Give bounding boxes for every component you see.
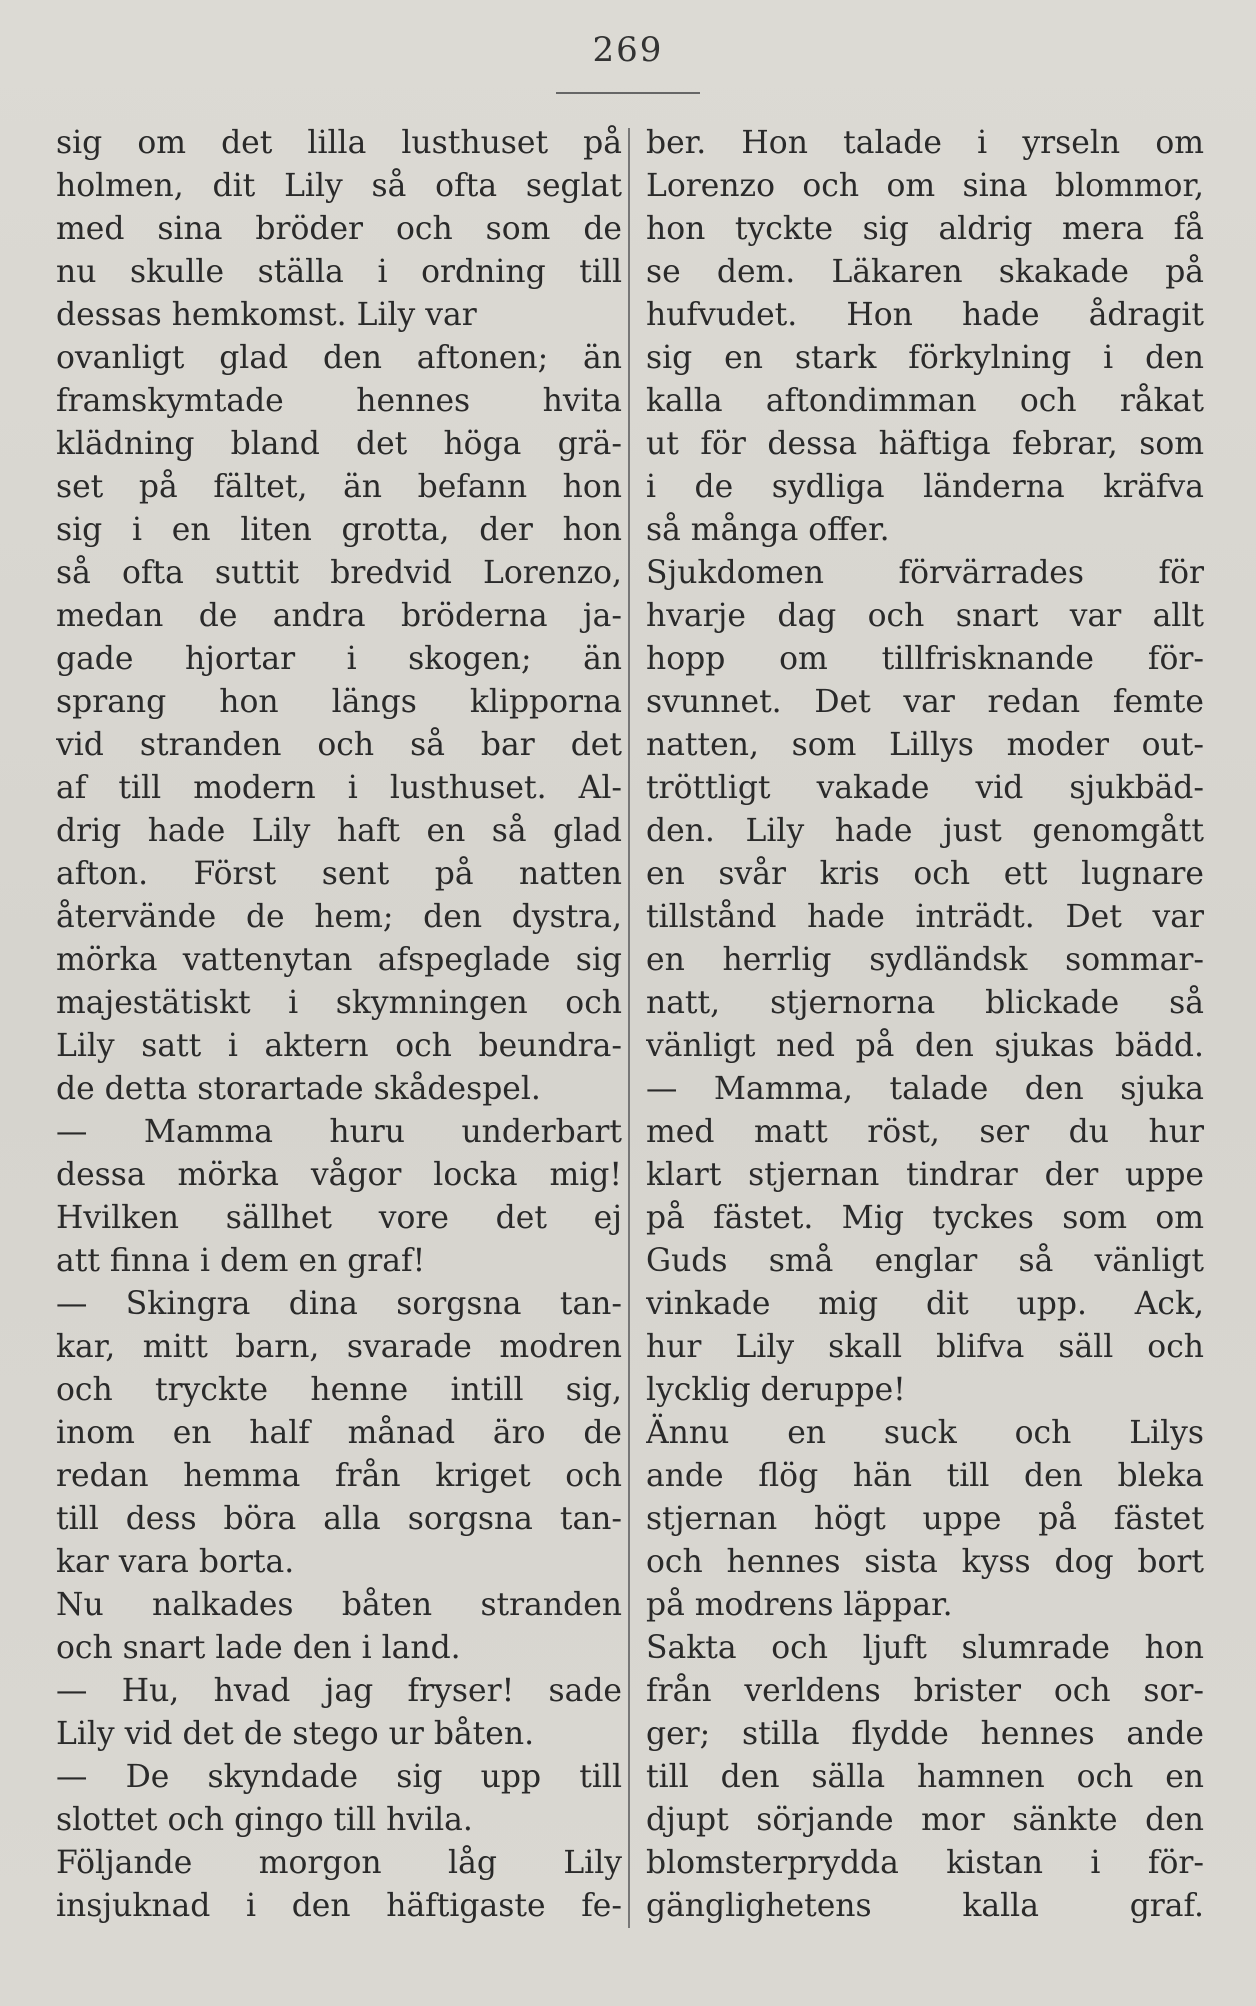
text-line: se dem. Läkaren skakade på: [646, 254, 1204, 290]
text-line: — Skingra dina sorgsna tan-: [56, 1286, 622, 1322]
column-divider: [628, 128, 630, 1928]
text-line: Sjukdomen förvärrades för: [646, 555, 1204, 591]
text-line: vänligt ned på den sjukas bädd.: [646, 1028, 1204, 1064]
page-number: 269: [592, 30, 664, 70]
text-line: hvarje dag och snart var allt: [646, 598, 1204, 634]
text-line: set på fältet, än befann hon: [56, 469, 622, 505]
text-line: till dess böra alla sorgsna tan-: [56, 1501, 622, 1537]
text-line: en svår kris och ett lugnare: [646, 856, 1204, 892]
text-line: — De skyndade sig upp till: [56, 1759, 622, 1795]
text-line: nu skulle ställa i ordning till: [56, 254, 622, 290]
text-line: inom en half månad äro de: [56, 1415, 622, 1451]
text-line: ger; stilla flydde hennes ande: [646, 1716, 1204, 1752]
text-line: dessas hemkomst. Lily var: [56, 297, 477, 333]
text-line: så ofta suttit bredvid Lorenzo,: [56, 555, 622, 591]
text-line: den. Lily hade just genomgått: [646, 813, 1204, 849]
text-line: tröttligt vakade vid sjukbäd-: [646, 770, 1204, 806]
text-line: de detta storartade skådespel.: [56, 1071, 541, 1107]
text-line: svunnet. Det var redan femte: [646, 684, 1204, 720]
text-line: Lily vid det de stego ur båten.: [56, 1716, 535, 1752]
text-line: mörka vattenytan afspeglade sig: [56, 942, 622, 978]
text-line: sig om det lilla lusthuset på: [56, 125, 622, 161]
text-line: en herrlig sydländsk sommar-: [646, 942, 1204, 978]
text-line: med sina bröder och som de: [56, 211, 622, 247]
text-line: och hennes sista kyss dog bort: [646, 1544, 1204, 1580]
text-line: sprang hon längs klipporna: [56, 684, 622, 720]
text-line: gänglighetens kalla graf.: [646, 1888, 1204, 1924]
text-line: tillstånd hade inträdt. Det var: [646, 899, 1204, 935]
text-line: sig en stark förkylning i den: [646, 340, 1204, 376]
text-line: hon tyckte sig aldrig mera få: [646, 211, 1204, 247]
left-text-column: [56, 122, 622, 1928]
text-line: afton. Först sent på natten: [56, 856, 622, 892]
text-line: hur Lily skall blifva säll och: [646, 1329, 1204, 1365]
text-line: natten, som Lillys moder out-: [646, 727, 1204, 763]
text-line: natt, stjernorna blickade så: [646, 985, 1204, 1021]
text-line: Lily satt i aktern och beundra-: [56, 1028, 622, 1064]
text-line: slottet och gingo till hvila.: [56, 1802, 473, 1838]
text-line: kar vara borta.: [56, 1544, 295, 1580]
text-line: medan de andra bröderna ja-: [56, 598, 622, 634]
text-line: Lorenzo och om sina blommor,: [646, 168, 1204, 204]
text-line: och snart lade den i land.: [56, 1630, 461, 1666]
text-line: så många offer.: [646, 512, 890, 548]
text-line: att finna i dem en graf!: [56, 1243, 426, 1279]
text-line: hufvudet. Hon hade ådragit: [646, 297, 1204, 333]
text-line: kalla aftondimman och råkat: [646, 383, 1204, 419]
text-line: i de sydliga länderna kräfva: [646, 469, 1204, 505]
text-line: drig hade Lily haft en så glad: [56, 813, 622, 849]
text-line: Nu nalkades båten stranden: [56, 1587, 622, 1623]
text-line: klädning bland det höga grä-: [56, 426, 622, 462]
text-line: stjernan högt uppe på fästet: [646, 1501, 1204, 1537]
text-line: sig i en liten grotta, der hon: [56, 512, 622, 548]
text-line: redan hemma från kriget och: [56, 1458, 622, 1494]
text-line: insjuknad i den häftigaste fe-: [56, 1888, 622, 1924]
text-line: majestätiskt i skymningen och: [56, 985, 622, 1021]
text-line: ber. Hon talade i yrseln om: [646, 125, 1204, 161]
text-line: hopp om tillfrisknande för-: [646, 641, 1204, 677]
text-line: lycklig deruppe!: [646, 1372, 906, 1408]
text-line: ut för dessa häftiga febrar, som: [646, 426, 1204, 462]
text-line: djupt sörjande mor sänkte den: [646, 1802, 1204, 1838]
text-line: Hvilken sällhet vore det ej: [56, 1200, 622, 1236]
text-line: dessa mörka vågor locka mig!: [56, 1157, 622, 1193]
text-line: holmen, dit Lily så ofta seglat: [56, 168, 622, 204]
text-line: — Mamma, talade den sjuka: [646, 1071, 1204, 1107]
text-line: Följande morgon låg Lily: [56, 1845, 622, 1881]
text-line: Sakta och ljuft slumrade hon: [646, 1630, 1204, 1666]
text-line: framskymtade hennes hvita: [56, 383, 622, 419]
text-line: klart stjernan tindrar der uppe: [646, 1157, 1204, 1193]
text-line: återvände de hem; den dystra,: [56, 899, 622, 935]
text-line: ovanligt glad den aftonen; än: [56, 340, 622, 376]
text-line: gade hjortar i skogen; än: [56, 641, 622, 677]
text-line: Guds små englar så vänligt: [646, 1243, 1204, 1279]
text-line: blomsterprydda kistan i för-: [646, 1845, 1204, 1881]
text-line: — Hu, hvad jag fryser! sade: [56, 1673, 622, 1709]
text-line: vinkade mig dit upp. Ack,: [646, 1286, 1204, 1322]
text-line: ande flög hän till den bleka: [646, 1458, 1204, 1494]
header-rule: [556, 92, 700, 94]
text-line: från verldens brister och sor-: [646, 1673, 1204, 1709]
text-line: på modrens läppar.: [646, 1587, 953, 1623]
text-line: vid stranden och så bar det: [56, 727, 622, 763]
text-line: med matt röst, ser du hur: [646, 1114, 1204, 1150]
text-line: och tryckte henne intill sig,: [56, 1372, 622, 1408]
text-line: kar, mitt barn, svarade modren: [56, 1329, 622, 1365]
text-line: — Mamma huru underbart: [56, 1114, 622, 1150]
right-text-column: [646, 122, 1204, 1928]
text-line: Ännu en suck och Lilys: [646, 1415, 1204, 1451]
text-line: på fästet. Mig tyckes som om: [646, 1200, 1204, 1236]
text-line: af till modern i lusthuset. Al-: [56, 770, 622, 806]
text-line: till den sälla hamnen och en: [646, 1759, 1204, 1795]
